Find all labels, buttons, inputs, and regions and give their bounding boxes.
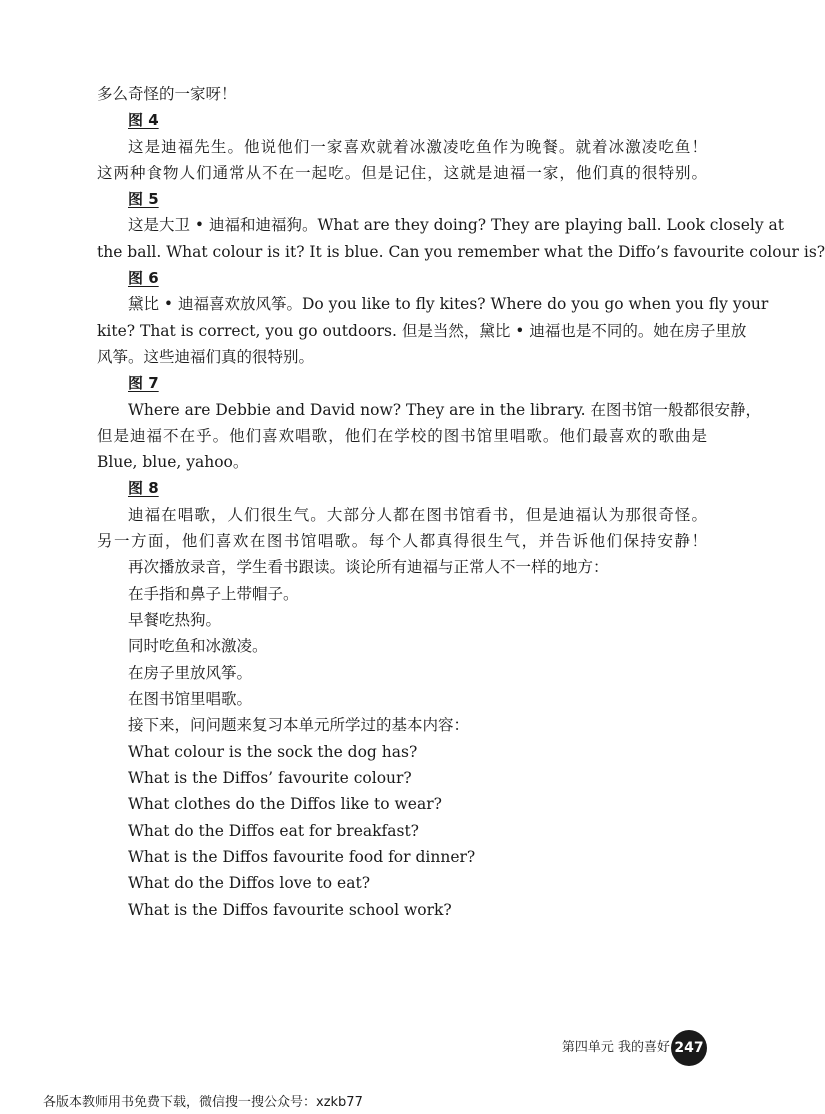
paragraph-line: 黛比 • 迪福喜欢放风筝。Do you like to fly kites? Where do you go when you fly your bbox=[128, 295, 769, 313]
paragraph-line: 这是大卫 • 迪福和迪福狗。What are they doing? They are playing ball. Look closely at bbox=[128, 216, 784, 234]
paragraph-line: 风筝。这些迪福们真的很特别。 bbox=[97, 348, 315, 366]
paragraph-line: 接下来，问问题来复习本单元所学过的基本内容： bbox=[128, 716, 470, 734]
paragraph-line: the ball. What colour is it? It is blue. Can you remember what the Diffo’s favourite colour is? bbox=[97, 243, 825, 261]
paragraph-line: 这两种食物人们通常从不在一起吃。但是记住，这就是迪福一家，他们真的很特别。 bbox=[97, 164, 707, 182]
paragraph-line: Where are Debbie and David now? They are in the library. 在图书馆一般都很安静， bbox=[128, 401, 762, 419]
paragraph-line: 迪福在唱歌，人们很生气。大部分人都在图书馆看书，但是迪福认为那很奇怪。 bbox=[128, 506, 707, 524]
section-heading-figure-8: 图 8 bbox=[128, 479, 159, 497]
paragraph-line: 多么奇怪的一家呀！ bbox=[97, 85, 237, 103]
section-heading-figure-5: 图 5 bbox=[128, 190, 159, 208]
question-item: What colour is the sock the dog has? bbox=[128, 743, 418, 761]
question-item: What do the Diffos love to eat? bbox=[128, 874, 370, 892]
paragraph-line: kite? That is correct, you go outdoors. 但是当然，黛比 • 迪福也是不同的。她在房子里放 bbox=[97, 322, 747, 340]
download-notice: 各版本教师用书免费下载，微信搜一搜公众号：xzkb77 bbox=[43, 1095, 363, 1110]
question-item: What clothes do the Diffos like to wear? bbox=[128, 795, 442, 813]
question-item: What is the Diffos favourite school work? bbox=[128, 901, 452, 919]
paragraph-line: Blue, blue, yahoo。 bbox=[97, 453, 249, 471]
paragraph-line: 另一方面，他们喜欢在图书馆唱歌。每个人都真得很生气，并告诉他们保持安静！ bbox=[97, 532, 707, 550]
list-item: 在房子里放风筝。 bbox=[128, 664, 253, 682]
list-item: 同时吃鱼和冰激凌。 bbox=[128, 637, 268, 655]
section-heading-figure-4: 图 4 bbox=[128, 111, 159, 129]
list-item: 早餐吃热狗。 bbox=[128, 611, 222, 629]
page-number-badge: 247 bbox=[671, 1030, 707, 1066]
list-item: 在图书馆里唱歌。 bbox=[128, 690, 253, 708]
running-footer-unit-label: 第四单元 我的喜好 bbox=[561, 1040, 670, 1055]
question-item: What is the Diffos favourite food for dinner? bbox=[128, 848, 476, 866]
list-item: 在手指和鼻子上带帽子。 bbox=[128, 585, 299, 603]
paragraph-line: 这是迪福先生。他说他们一家喜欢就着冰激凌吃鱼作为晚餐。就着冰激凌吃鱼！ bbox=[128, 138, 707, 156]
question-item: What do the Diffos eat for breakfast? bbox=[128, 822, 419, 840]
section-heading-figure-6: 图 6 bbox=[128, 269, 159, 287]
section-heading-figure-7: 图 7 bbox=[128, 374, 159, 392]
question-item: What is the Diffos’ favourite colour? bbox=[128, 769, 412, 787]
paragraph-line: 再次播放录音，学生看书跟读。谈论所有迪福与正常人不一样的地方： bbox=[128, 558, 609, 576]
paragraph-line: 但是迪福不在乎。他们喜欢唱歌，他们在学校的图书馆里唱歌。他们最喜欢的歌曲是 bbox=[97, 427, 707, 445]
